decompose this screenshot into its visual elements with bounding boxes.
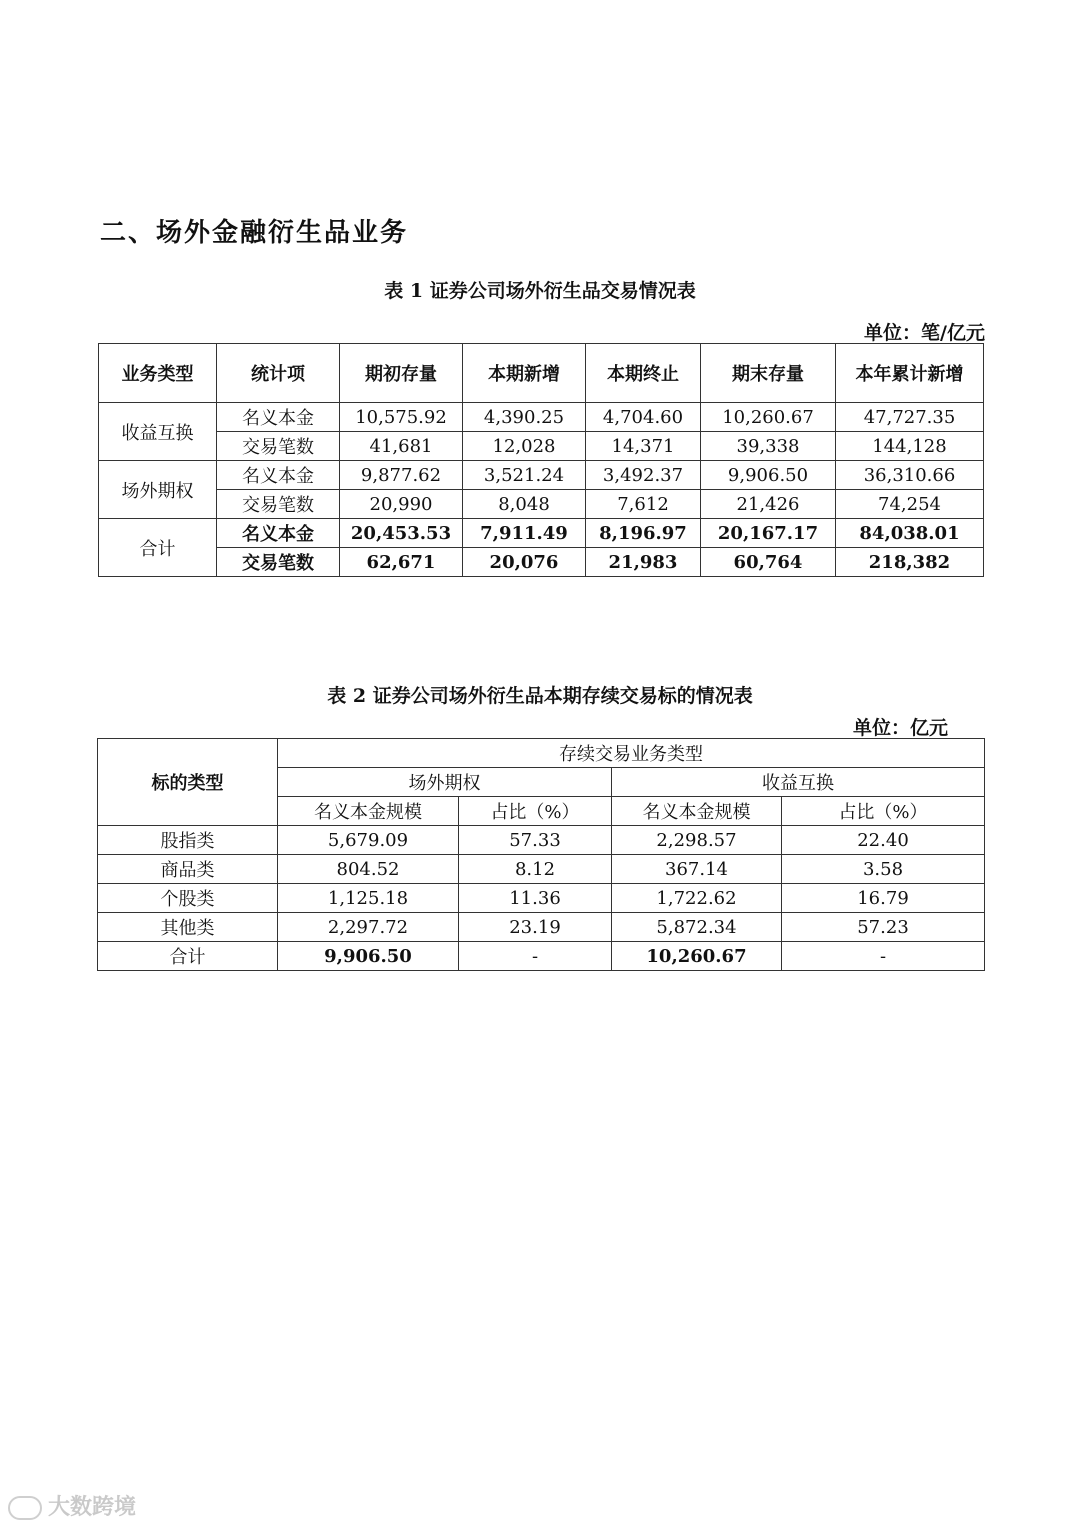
table1-caption: 表 1 证券公司场外衍生品交易情况表 [384, 280, 696, 302]
value-cell: 218,382 [836, 548, 984, 577]
value-cell: 3,521.24 [463, 461, 586, 490]
table-row [98, 826, 985, 855]
table2-subgroup-header: 收益互换 [612, 768, 985, 797]
value-cell: 8,196.97 [586, 519, 701, 548]
item-cell: 名义本金 [217, 461, 340, 490]
value-cell: 57.33 [459, 826, 612, 855]
value-cell: 804.52 [278, 855, 459, 884]
table2-subject-header: 标的类型 [98, 739, 278, 826]
value-cell: 9,906.50 [278, 942, 459, 971]
value-cell: 21,983 [586, 548, 701, 577]
value-cell: 60,764 [701, 548, 836, 577]
table2-col-header: 占比（%） [459, 797, 612, 826]
value-cell: 9,906.50 [701, 461, 836, 490]
value-cell: 5,872.34 [612, 913, 782, 942]
table1-header-cell: 业务类型 [99, 344, 217, 403]
table1-header-cell: 期初存量 [340, 344, 463, 403]
value-cell: 21,426 [701, 490, 836, 519]
watermark-logo-icon [8, 1496, 42, 1520]
group-name-cell: 场外期权 [99, 461, 217, 519]
value-cell: 2,298.57 [612, 826, 782, 855]
item-cell: 交易笔数 [217, 432, 340, 461]
value-cell: 8,048 [463, 490, 586, 519]
table1-unit: 单位：笔/亿元 [864, 322, 985, 344]
value-cell: 12,028 [463, 432, 586, 461]
table2-subgroup-header: 场外期权 [278, 768, 612, 797]
table2-group-header: 存续交易业务类型 [278, 739, 985, 768]
value-cell: 20,453.53 [340, 519, 463, 548]
total-row [99, 519, 984, 548]
table-row [98, 913, 985, 942]
value-cell: 20,990 [340, 490, 463, 519]
table2-unit: 单位：亿元 [852, 717, 948, 739]
table-row [99, 490, 984, 519]
table2-col-header: 名义本金规模 [612, 797, 782, 826]
value-cell: 39,338 [701, 432, 836, 461]
table1 [98, 343, 984, 577]
value-cell: 14,371 [586, 432, 701, 461]
table1-header-row [99, 344, 984, 403]
item-cell: 名义本金 [217, 519, 340, 548]
value-cell: 84,038.01 [836, 519, 984, 548]
value-cell: 10,260.67 [701, 403, 836, 432]
table-row [99, 403, 984, 432]
value-cell: 74,254 [836, 490, 984, 519]
table1-header-cell: 本年累计新增 [836, 344, 984, 403]
type-cell: 股指类 [98, 826, 278, 855]
type-cell: 个股类 [98, 884, 278, 913]
table2-caption: 表 2 证券公司场外衍生品本期存续交易标的情况表 [327, 685, 753, 707]
value-cell: 367.14 [612, 855, 782, 884]
type-cell: 商品类 [98, 855, 278, 884]
item-cell: 名义本金 [217, 403, 340, 432]
value-cell: 1,722.62 [612, 884, 782, 913]
table1-header-cell: 期末存量 [701, 344, 836, 403]
value-cell: 4,704.60 [586, 403, 701, 432]
table2 [97, 738, 985, 971]
item-cell: 交易笔数 [217, 490, 340, 519]
watermark [8, 1490, 136, 1521]
value-cell: 1,125.18 [278, 884, 459, 913]
table1-header-cell: 本期新增 [463, 344, 586, 403]
value-cell: 22.40 [782, 826, 985, 855]
watermark-text: 大数跨境 [48, 1495, 137, 1520]
group-name-cell: 收益互换 [99, 403, 217, 461]
group-name-cell: 合计 [99, 519, 217, 577]
value-cell: 36,310.66 [836, 461, 984, 490]
table-row [99, 461, 984, 490]
table-row [98, 855, 985, 884]
total-row [98, 942, 985, 971]
value-cell: 16.79 [782, 884, 985, 913]
value-cell: 10,260.67 [612, 942, 782, 971]
value-cell: 47,727.35 [836, 403, 984, 432]
value-cell: 7,612 [586, 490, 701, 519]
table2-col-header: 名义本金规模 [278, 797, 459, 826]
table2-col-header: 占比（%） [782, 797, 985, 826]
value-cell: 4,390.25 [463, 403, 586, 432]
value-cell: 41,681 [340, 432, 463, 461]
item-cell: 交易笔数 [217, 548, 340, 577]
table-row [99, 432, 984, 461]
value-cell: 3,492.37 [586, 461, 701, 490]
value-cell: - [459, 942, 612, 971]
value-cell: 10,575.92 [340, 403, 463, 432]
value-cell: 23.19 [459, 913, 612, 942]
value-cell: 9,877.62 [340, 461, 463, 490]
value-cell: 7,911.49 [463, 519, 586, 548]
type-cell: 合计 [98, 942, 278, 971]
section-heading: 二、场外金融衍生品业务 [100, 218, 409, 248]
value-cell: 57.23 [782, 913, 985, 942]
total-row [99, 548, 984, 577]
value-cell: 2,297.72 [278, 913, 459, 942]
value-cell: 8.12 [459, 855, 612, 884]
type-cell: 其他类 [98, 913, 278, 942]
table1-header-cell: 统计项 [217, 344, 340, 403]
value-cell: 144,128 [836, 432, 984, 461]
value-cell: 62,671 [340, 548, 463, 577]
value-cell: 5,679.09 [278, 826, 459, 855]
table-row [98, 884, 985, 913]
value-cell: 20,076 [463, 548, 586, 577]
table2-header-row [98, 739, 985, 768]
value-cell: 20,167.17 [701, 519, 836, 548]
table1-header-cell: 本期终止 [586, 344, 701, 403]
value-cell: - [782, 942, 985, 971]
value-cell: 3.58 [782, 855, 985, 884]
value-cell: 11.36 [459, 884, 612, 913]
